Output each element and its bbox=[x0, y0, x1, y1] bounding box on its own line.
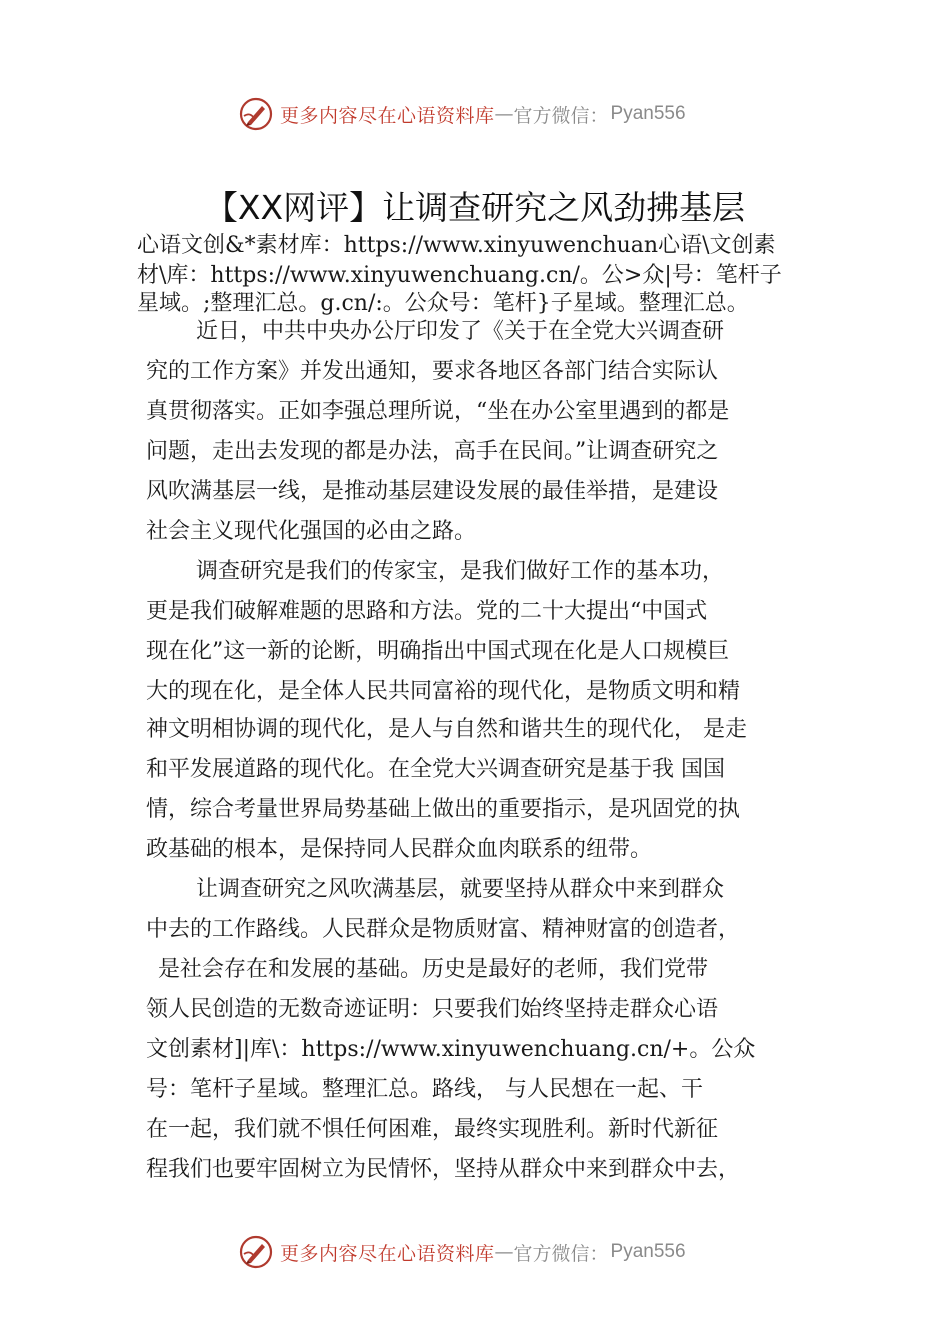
text-line: 风吹满基层一线，是推动基层建设发展的最佳举措，是建设 bbox=[146, 479, 719, 504]
text-line: 社会主义现代化强国的必由之路。 bbox=[146, 519, 477, 544]
text-line: 更是我们破解难题的思路和方法。党的二十大提出“中国式 bbox=[146, 599, 708, 624]
text-line: 号：笔杆子星域。整理汇总。路线， 与人民想在一起、干 bbox=[146, 1077, 703, 1102]
text-line: 政基础的根本，是保持同人民群众血肉联系的纽带。 bbox=[146, 837, 653, 862]
text-line: 调查研究是我们的传家宝，是我们做好工作的基本功， bbox=[196, 559, 725, 584]
banner-dash: — bbox=[494, 1241, 514, 1263]
text-line: 领人民创造的无数奇迹证明：只要我们始终坚持走群众心语 bbox=[146, 997, 719, 1022]
text-line: 是社会存在和发展的基础。历史是最好的老师，我们党带 bbox=[158, 957, 709, 982]
text-line: 材\库：https://www.xinyuwenchuang.cn/。公>众|号：笔杆子 bbox=[137, 263, 782, 288]
banner-dash: — bbox=[494, 103, 514, 125]
banner-grey-text: 官方微信： bbox=[513, 1242, 609, 1265]
text-line: 和平发展道路的现代化。在全党大兴调查研究是基于我 国国 bbox=[146, 757, 725, 782]
banner-wechat-id: Pyan556 bbox=[610, 103, 686, 124]
banner-red-text: 更多内容尽在心语资料库 bbox=[280, 1242, 495, 1265]
text-line: 让调查研究之风吹满基层，就要坚持从群众中来到群众 bbox=[196, 877, 725, 902]
text-line: 究的工作方案》并发出通知，要求各地区各部门结合实际认 bbox=[146, 359, 719, 384]
text-line: 中去的工作路线。人民群众是物质财富、精神财富的创造者， bbox=[146, 917, 741, 942]
text-line: 心语文创&*素材库：https://www.xinyuwenchuan心语\文创素 bbox=[137, 233, 776, 258]
text-line: 大的现在化，是全体人民共同富裕的现代化，是物质文明和精 bbox=[146, 679, 741, 704]
header-banner bbox=[238, 94, 686, 134]
text-line: 在一起，我们就不惧任何困难，最终实现胜利。新时代新征 bbox=[146, 1117, 719, 1142]
text-line: 近日，中共中央办公厅印发了《关于在全党大兴调查研 bbox=[196, 319, 725, 344]
text-line: 现在化”这一新的论断，明确指出中国式现在化是人口规模巨 bbox=[146, 639, 730, 664]
footer-banner bbox=[238, 1232, 686, 1272]
page-title: 【XX网评】让调查研究之风劲拂基层 bbox=[204, 188, 746, 227]
text-line: 问题，走出去发现的都是办法，高手在民间。”让调查研究之 bbox=[146, 439, 719, 464]
banner-wechat-id: Pyan556 bbox=[610, 1241, 686, 1262]
pen-logo-icon bbox=[238, 1234, 274, 1270]
text-line: 真贯彻落实。正如李强总理所说，“坐在办公室里遇到的都是 bbox=[146, 399, 730, 424]
text-line: 程我们也要牢固树立为民情怀，坚持从群众中来到群众中去， bbox=[146, 1157, 741, 1182]
text-line: 神文明相协调的现代化，是人与自然和谐共生的现代化， 是走 bbox=[146, 717, 747, 742]
text-line: 情，综合考量世界局势基础上做出的重要指示，是巩固党的执 bbox=[146, 797, 741, 822]
banner-red-text: 更多内容尽在心语资料库 bbox=[280, 104, 495, 127]
banner-grey-text: 官方微信： bbox=[513, 104, 609, 127]
text-line: 文创素材]|库\：https://www.xinyuwenchuang.cn/+。公众 bbox=[146, 1037, 756, 1062]
pen-logo-icon bbox=[238, 96, 274, 132]
text-line: 星域。;整理汇总。g.cn/:。公众号：笔杆}子星域。整理汇总。 bbox=[137, 291, 749, 316]
